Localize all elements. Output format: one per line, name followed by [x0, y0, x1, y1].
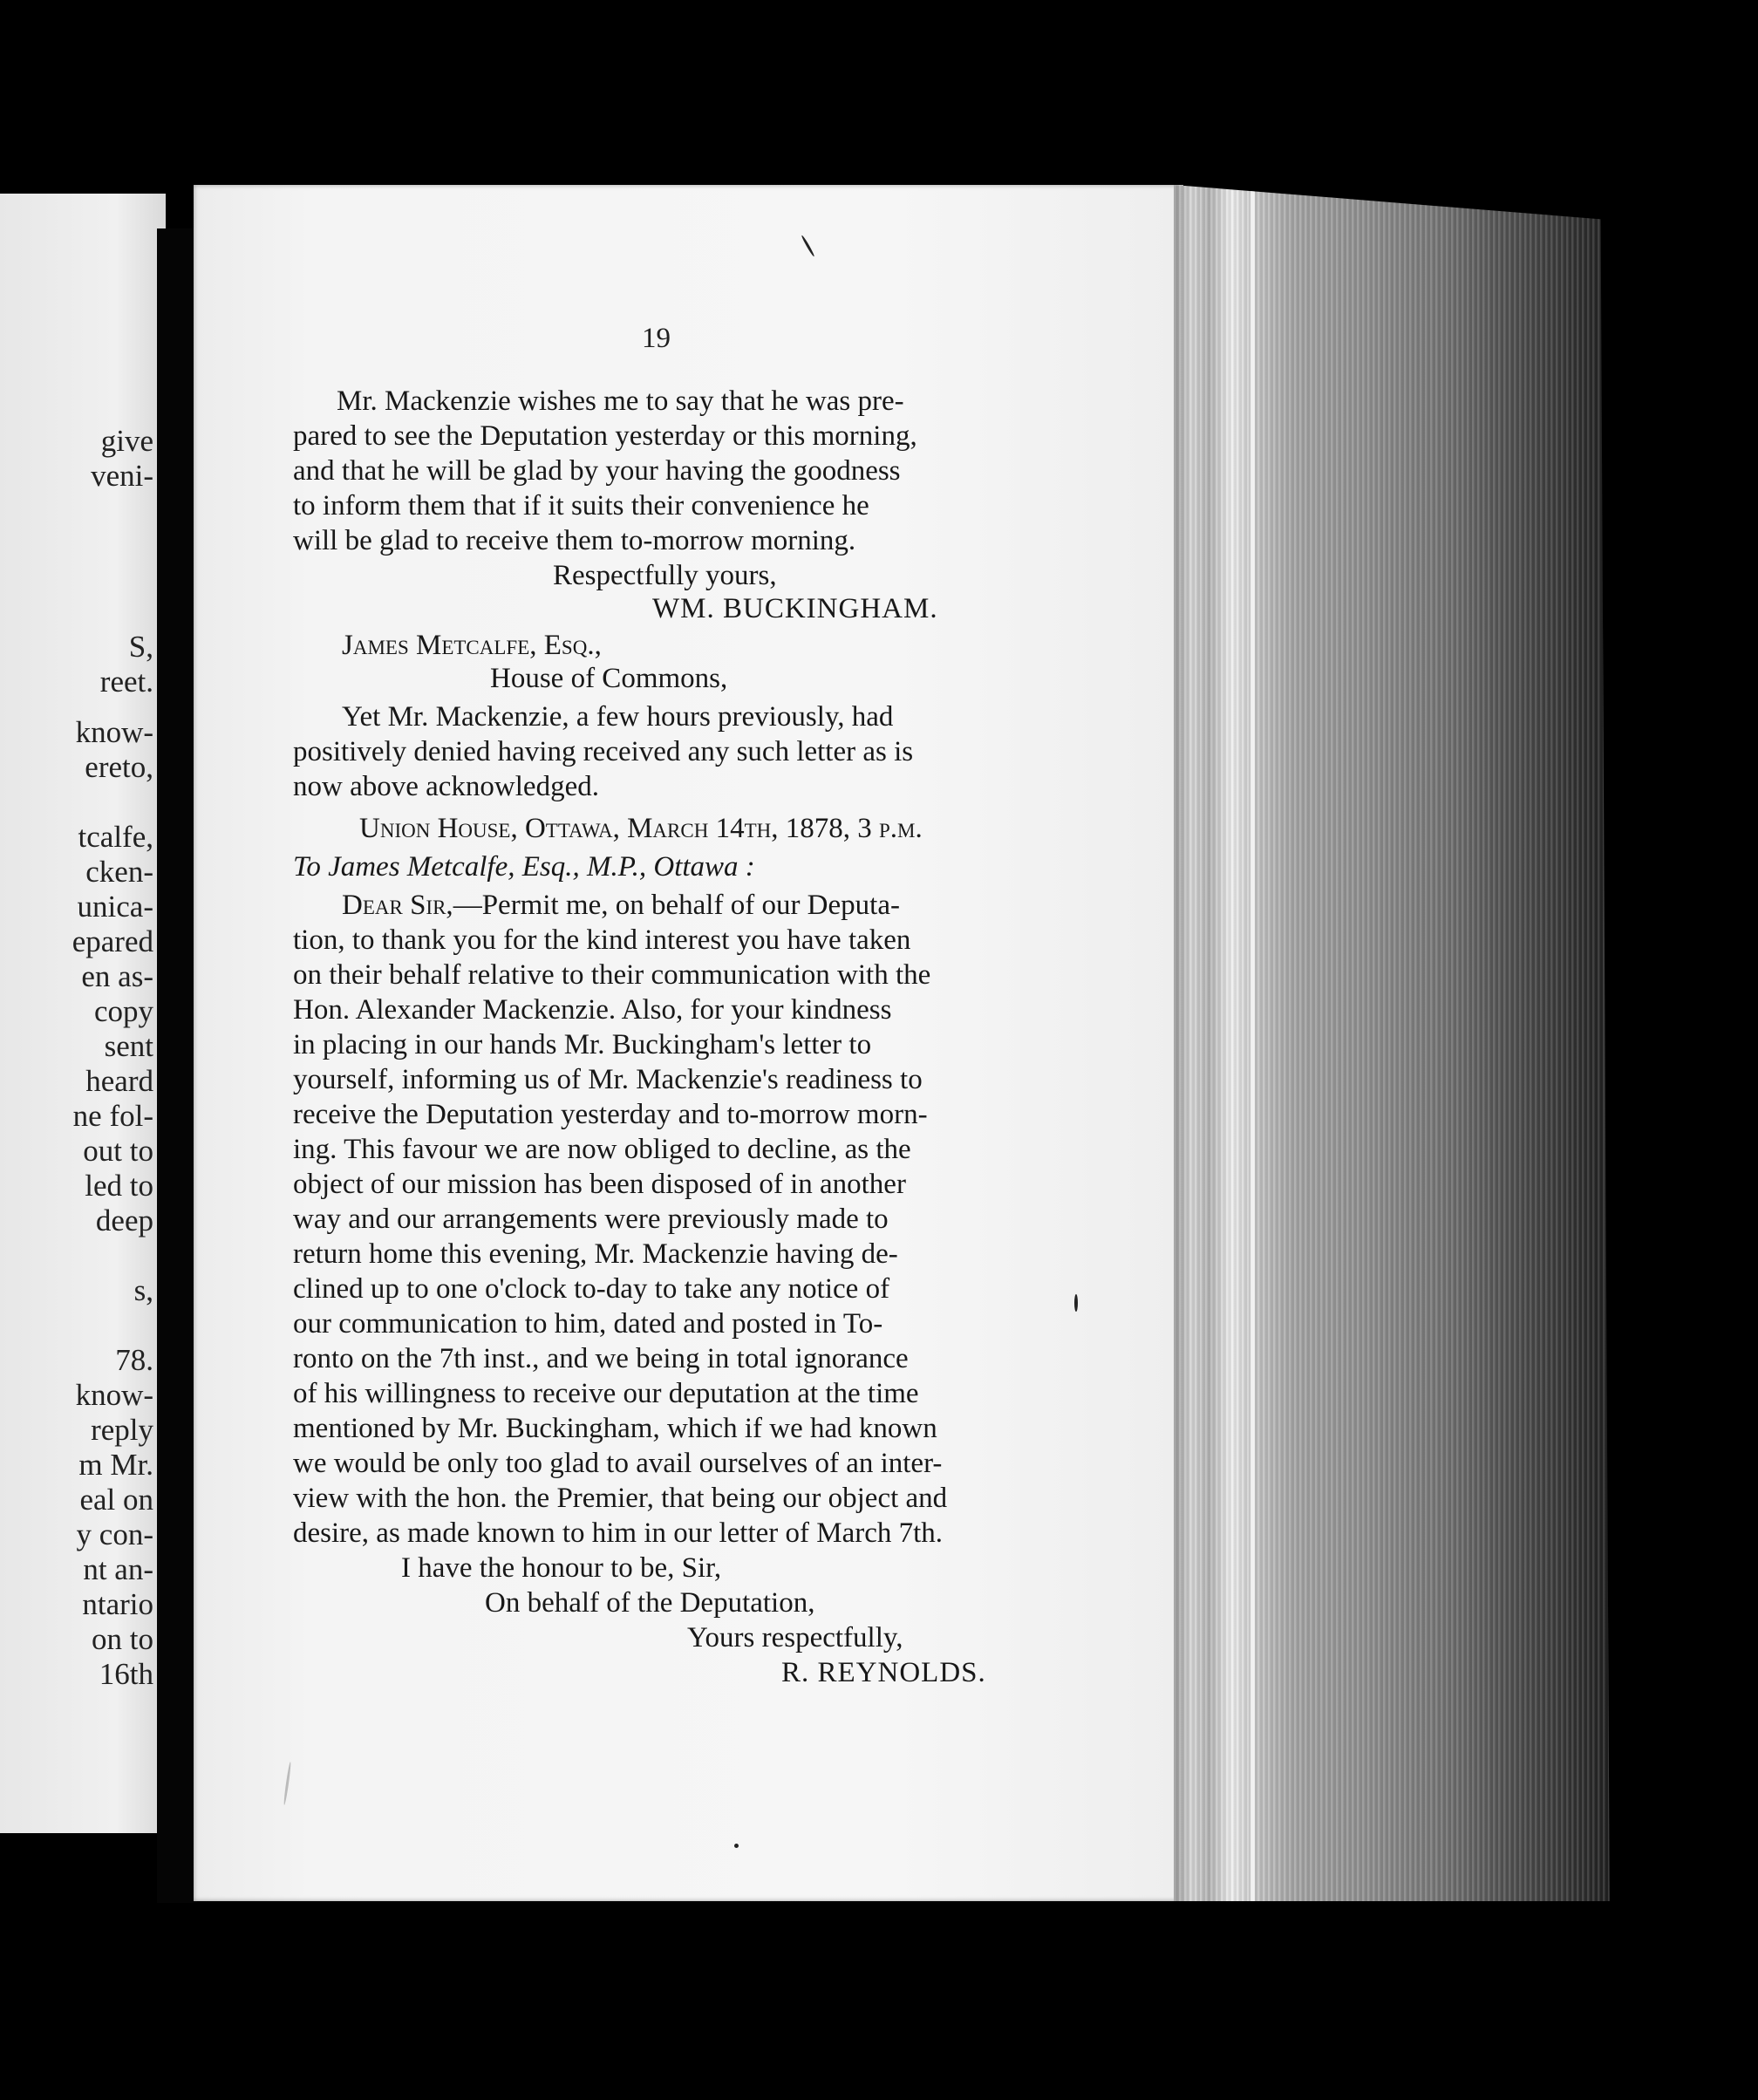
addressee-place: House of Commons, — [490, 663, 728, 694]
narrative-line: Yet Mr. Mackenzie, a few hours previously, had — [342, 701, 894, 733]
letter-line: pared to see the Deputation yesterday or this morning, — [293, 420, 917, 452]
left-page-line: tcalfe, — [78, 820, 153, 854]
letter-signature: R. REYNOLDS. — [781, 1657, 986, 1688]
body-line: we would be only too glad to avail ourselves of an inter- — [293, 1448, 943, 1479]
recipient-line: To James Metcalfe, Esq., M.P., Ottawa : — [293, 851, 755, 883]
left-page-line: S, — [128, 630, 153, 664]
book-gutter — [157, 228, 197, 1903]
left-page-line: epared — [72, 924, 153, 958]
body-line: tion, to thank you for the kind interest you have taken — [293, 924, 911, 956]
left-page-line: 16th — [99, 1657, 153, 1691]
body-line: clined up to one o'clock to-day to take any notice of — [293, 1273, 890, 1305]
left-page-line: know- — [75, 1378, 153, 1412]
left-page-line: ntario — [82, 1587, 153, 1621]
left-page-line: en as- — [81, 959, 153, 993]
letter-line: and that he will be glad by your having the goodness — [293, 455, 901, 487]
left-page-line: deep — [95, 1203, 153, 1238]
left-page-line: m Mr. — [78, 1448, 153, 1482]
narrative-line: positively denied having received any such letter as is — [293, 736, 914, 767]
left-page-line: ne fol- — [72, 1099, 153, 1133]
body-line: way and our arrangements were previously made to — [293, 1203, 889, 1235]
page-block-edge — [1174, 185, 1618, 1901]
closing-line: Yours respectfully, — [687, 1622, 903, 1653]
left-page-line: give — [100, 424, 153, 458]
letter-line: Mr. Mackenzie wishes me to say that he was pre- — [337, 385, 904, 417]
body-line: of his willingness to receive our deputation at the time — [293, 1378, 919, 1409]
body-line: desire, as made known to him in our letter of March 7th. — [293, 1517, 944, 1549]
left-page-line: reet. — [99, 665, 153, 699]
letter-signature: WM. BUCKINGHAM. — [652, 593, 938, 624]
left-page-line: 78. — [115, 1343, 153, 1377]
left-page-line: veni- — [91, 459, 153, 493]
left-page-line: cken- — [85, 855, 153, 889]
left-page-line: eal on — [79, 1483, 153, 1517]
body-line: Hon. Alexander Mackenzie. Also, for your kindness — [293, 994, 892, 1026]
body-line: our communication to him, dated and posted in To- — [293, 1308, 883, 1340]
body-line: on their behalf relative to their communication with the — [293, 959, 931, 991]
left-page-line: know- — [75, 715, 153, 749]
letter-line: to inform them that if it suits their convenience he — [293, 490, 869, 522]
left-page-line: nt an- — [83, 1552, 153, 1586]
scan-speck — [1074, 1294, 1078, 1312]
body-line: mentioned by Mr. Buckingham, which if we had known — [293, 1413, 937, 1444]
body-first-line: —Permit me, on behalf of our Deputa- — [453, 890, 900, 921]
addressee-name: James Metcalfe, Esq., — [342, 630, 602, 661]
left-page-line: y con- — [76, 1517, 153, 1551]
body-line: ing. This favour we are now obliged to decline, as the — [293, 1134, 911, 1165]
salutation: Dear Sir, — [342, 890, 453, 921]
left-page-line: heard — [85, 1064, 153, 1098]
left-page-line: on to — [92, 1622, 153, 1656]
left-page-line: s, — [133, 1273, 153, 1307]
body-line: ronto on the 7th inst., and we being in total ignorance — [293, 1343, 909, 1374]
letter-line: will be glad to receive them to-morrow morning. — [293, 525, 856, 556]
letter-closing: Respectfully yours, — [553, 560, 777, 591]
body-line: in placing in our hands Mr. Buckingham's letter to — [293, 1029, 872, 1060]
dateline: Union House, Ottawa, March 14th, 1878, 3 p.m. — [359, 813, 923, 844]
closing-line: I have the honour to be, Sir, — [401, 1552, 722, 1584]
left-page-line: led to — [85, 1169, 153, 1203]
narrative-line: now above acknowledged. — [293, 771, 599, 802]
page-number: 19 — [642, 323, 671, 354]
left-page-fragment — [0, 194, 166, 1833]
left-page-line: ereto, — [85, 750, 153, 784]
left-page-line: out to — [83, 1134, 153, 1168]
left-page-line: sent — [104, 1029, 153, 1063]
body-line: view with the hon. the Premier, that being our object and — [293, 1483, 948, 1514]
salutation-line — [342, 888, 900, 923]
body-line: receive the Deputation yesterday and to-morrow morn- — [293, 1099, 928, 1130]
closing-line: On behalf of the Deputation, — [485, 1587, 815, 1619]
body-line: return home this evening, Mr. Mackenzie having de- — [293, 1238, 898, 1270]
left-page-line: copy — [93, 994, 153, 1028]
body-line: yourself, informing us of Mr. Mackenzie's readiness to — [293, 1064, 923, 1095]
scan-speck — [734, 1844, 739, 1848]
body-line: object of our mission has been disposed of in another — [293, 1169, 906, 1200]
left-page-line: reply — [91, 1413, 153, 1447]
left-page-line: unica- — [77, 890, 153, 924]
